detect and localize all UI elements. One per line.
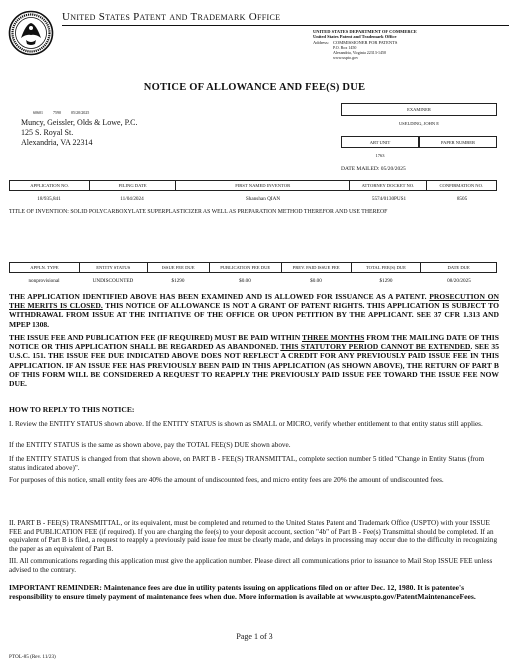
address-line3: Alexandria, Virginia 22313-1450 bbox=[333, 50, 387, 55]
form-id: PTOL-85 (Rev. 11/23) bbox=[9, 654, 56, 660]
header-entity-status: ENTITY STATUS bbox=[79, 263, 147, 273]
header-total-fees: TOTAL FEE(S) DUE bbox=[351, 263, 421, 273]
paper-number-label: PAPER NUMBER bbox=[441, 140, 475, 145]
instruction-item-1d: For purposes of this notice, small entity fees are 40% the amount of undiscounted fees, and micro entity fees are 20% the amount of undiscounted fees. bbox=[9, 476, 444, 484]
paper-number-label-box bbox=[419, 136, 497, 148]
instruction-item-1: I. Review the ENTITY STATUS shown above. If the ENTITY STATUS is shown as SMALL or MICRO, verify whether entitlement to that entity status still applies. bbox=[9, 420, 483, 428]
address-line4: www.uspto.gov bbox=[333, 55, 359, 60]
publication-fee-due: $0.00 bbox=[239, 277, 251, 284]
examiner-label: EXAMINER bbox=[407, 107, 431, 112]
first-inventor: Shanshan QIAN bbox=[245, 195, 281, 202]
header-attorney-docket: ATTORNEY DOCKET NO. bbox=[350, 181, 426, 191]
allowance-text-a: THE APPLICATION IDENTIFIED ABOVE HAS BEEN EXAMINED AND IS ALLOWED FOR ISSUANCE AS A PATENT. bbox=[9, 292, 427, 301]
attorney-docket: 5574/0130PUS1 bbox=[371, 195, 407, 202]
table-header-row bbox=[10, 181, 497, 191]
application-no: 18/935,841 bbox=[37, 195, 61, 202]
issue-fee-due: $1290 bbox=[171, 277, 185, 284]
uspto-seal-logo bbox=[8, 10, 54, 56]
allowance-paragraph bbox=[9, 292, 499, 329]
fee-text-a: THE ISSUE FEE AND PUBLICATION FEE (IF REQUIRED) MUST BE PAID WITHIN bbox=[9, 333, 302, 342]
maintenance-fee-reminder: IMPORTANT REMINDER: Maintenance fees are due in utility patents issuing on applications filed on or after Dec. 12, 1980. It is patentee's responsibility to ensure timely payment of maintenance fees when due. More information is available at www.uspto.gov/PatentMaintenanceFees. bbox=[9, 583, 476, 602]
table-row bbox=[9, 276, 497, 285]
office-title: United States Patent and Trademark Office bbox=[62, 11, 281, 23]
header-application-no: APPLICATION NO. bbox=[10, 181, 90, 191]
header-rule bbox=[62, 25, 509, 26]
instruction-item-2: II. PART B - FEE(S) TRANSMITTAL, or its equivalent, must be completed and returned to the United States Patent and Trademark Office (USPTO) with your ISSUE FEE and PUBLICATION FEE (if required). If you are charging the fee(s) to your deposit account, section "4b" of Part B - Fee(s) Transmittal should be completed. If an equivalent of Part B is filed, a request to reapply a previously paid issue fee must be clearly made, and delays in processing may occur due to the difficulty in recognizing the paper as an equivalent of Part B. bbox=[9, 519, 498, 553]
art-unit-label-box bbox=[341, 136, 419, 148]
header-date-due: DATE DUE bbox=[421, 263, 497, 273]
confirmation-no: 8505 bbox=[456, 195, 468, 202]
fee-text-e: . SEE 35 U.S.C. 151. THE ISSUE FEE DUE INDICATED ABOVE DOES NOT REFLECT A CREDIT FOR ANY PREVIOUSLY PAID ISSUE FEE IN THIS APPLICATION. IF AN ISSUE FEE HAS PREVIOUSLY BEEN PAID IN THIS APPLICATION (AS SHOWN ABOVE), THE RETURN OF PART B OF THIS FORM WILL BE CONSIDERED A REQUEST TO REAPPLY THE PREVIOUSLY PAID ISSUE FEE TOWARD THE ISSUE FEE NOW DUE. bbox=[9, 342, 500, 389]
prosecution-closed-text: PROSECUTION ON THE MERITS IS CLOSED. bbox=[9, 292, 499, 311]
date-mailed: DATE MAILED: 05/20/2025 bbox=[341, 166, 406, 172]
statutory-period-text: THIS STATUTORY PERIOD CANNOT BE EXTENDED bbox=[280, 342, 471, 352]
correspondence-street: 125 S. Royal St. bbox=[21, 128, 74, 137]
allowance-text-c: THIS NOTICE OF ALLOWANCE IS NOT A GRANT OF PATENT RIGHTS. THIS APPLICATION IS SUBJECT TO WITHDRAWAL FROM ISSUE AT THE INITIATIVE OF THE OFFICE OR UPON PETITION BY THE APPLICANT. SEE 37 CFR 1.313 AND MPEP 1308. bbox=[9, 301, 499, 329]
notice-title: NOTICE OF ALLOWANCE AND FEE(S) DUE bbox=[143, 82, 366, 93]
instruction-item-1b: If the ENTITY STATUS is the same as shown above, pay the TOTAL FEE(S) DUE shown above. bbox=[9, 441, 291, 449]
art-unit-value: 1763 bbox=[375, 153, 385, 158]
correspondence-codes: 60601 7590 05/20/2025 bbox=[33, 110, 90, 115]
fee-table bbox=[9, 262, 497, 273]
dept-line1: UNITED STATES DEPARTMENT OF COMMERCE bbox=[313, 29, 417, 34]
how-to-reply-heading: HOW TO REPLY TO THIS NOTICE: bbox=[9, 405, 135, 414]
header-issue-fee: ISSUE FEE DUE bbox=[147, 263, 209, 273]
total-fees-due: $1290 bbox=[379, 277, 393, 284]
header-publication-fee: PUBLICATION FEE DUE bbox=[209, 263, 281, 273]
table-row bbox=[9, 194, 497, 203]
instruction-item-1c: If the ENTITY STATUS is changed from that shown above, on PART B - FEE(S) TRANSMITTAL, complete section number 5 titled "Change in Entity Status (from status indicated above)". bbox=[9, 455, 485, 472]
fee-values-row bbox=[9, 276, 497, 285]
fee-text-c: FROM THE MAILING DATE OF THIS NOTICE OR THIS APPLICATION SHALL BE REGARDED AS ABANDONED. bbox=[9, 333, 499, 352]
table-header-row bbox=[10, 263, 497, 273]
correspondence-name: Muncy, Geissler, Olds & Lowe, P.C. bbox=[21, 118, 138, 127]
header-filing-date: FILING DATE bbox=[90, 181, 176, 191]
header-confirmation-no: CONFIRMATION NO. bbox=[426, 181, 496, 191]
examiner-name: USELDING, JOHN E bbox=[398, 121, 440, 126]
header-prev-paid: PREV. PAID ISSUE FEE bbox=[281, 263, 351, 273]
header-appln-type: APPLN. TYPE bbox=[10, 263, 80, 273]
correspondence-city: Alexandria, VA 22314 bbox=[21, 138, 93, 147]
page-number: Page 1 of 3 bbox=[236, 632, 273, 641]
examiner-label-box bbox=[341, 103, 497, 116]
address-label: Address: bbox=[313, 40, 329, 45]
dept-line2: United States Patent and Trademark Office bbox=[313, 34, 397, 39]
filing-date: 11/04/2024 bbox=[120, 195, 144, 202]
instruction-item-3: III. All communications regarding this application must give the application number. Please direct all communications prior to issuance to Mail Stop ISSUE FEE unless advised to the contrary. bbox=[9, 557, 493, 574]
appln-type: nonprovisional bbox=[28, 277, 60, 284]
entity-status: UNDISCOUNTED bbox=[92, 277, 134, 284]
header-first-inventor: FIRST NAMED INVENTOR bbox=[175, 181, 349, 191]
prev-paid-issue-fee: $0.00 bbox=[310, 277, 322, 284]
art-unit-label: ART UNIT bbox=[369, 140, 391, 145]
address-line2: P.O. Box 1450 bbox=[333, 45, 357, 50]
address-line1: COMMISSIONER FOR PATENTS bbox=[333, 40, 398, 45]
three-months-text: THREE MONTHS bbox=[302, 333, 365, 342]
title-of-invention: TITLE OF INVENTION: SOLID POLYCARBOXYLATE SUPERPLASTICIZER AS WELL AS PREPARATION METHOD THEREFOR AND USE THEREOF bbox=[9, 209, 388, 215]
application-info-table bbox=[9, 180, 497, 191]
fee-deadline-paragraph bbox=[9, 333, 499, 388]
application-values-row bbox=[9, 194, 497, 203]
date-due: 08/20/2025 bbox=[447, 277, 471, 284]
